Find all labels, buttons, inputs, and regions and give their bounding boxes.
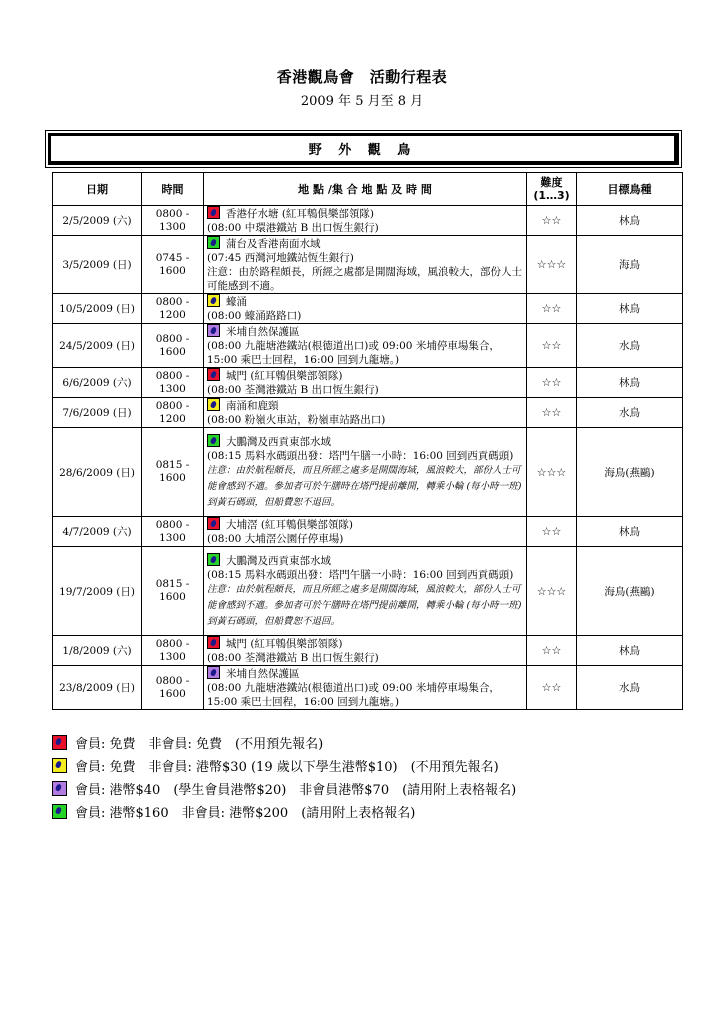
activity-place: 大鵬灣及西貢東部水域 — [226, 435, 331, 448]
activity-date: 24/5/2009 (日) — [53, 324, 142, 368]
activity-time-end: 1300 — [159, 531, 186, 544]
legend-item — [52, 754, 652, 777]
activity-time — [142, 368, 204, 398]
activity-difficulty: ☆☆ — [527, 324, 577, 368]
activity-date: 7/6/2009 (日) — [53, 398, 142, 428]
activity-time — [142, 324, 204, 368]
activity-place: 米埔自然保護區 — [226, 668, 300, 680]
activity-note: 注意：由於路程頗長，所經之處都是開闊海域，風浪較大，部份人士可能感到不適。 — [207, 266, 522, 292]
activity-time-end: 1600 — [159, 687, 186, 700]
activity-meeting-point: (08:15 馬料水碼頭出發：塔門午膳一小時：16:00 回到西貢碼頭) — [207, 568, 514, 581]
bird-red-icon — [207, 368, 220, 381]
legend-item — [52, 731, 652, 754]
activity-target-birds: 水鳥 — [577, 666, 683, 710]
activity-location — [204, 517, 527, 547]
activity-date: 3/5/2009 (日) — [53, 236, 142, 294]
activity-time — [142, 547, 204, 636]
activity-time-start: 0800 - — [155, 637, 190, 650]
bird-red-icon — [52, 735, 67, 750]
activity-target-birds: 水鳥 — [577, 324, 683, 368]
activity-difficulty: ☆☆ — [527, 666, 577, 710]
schedule-body — [53, 206, 683, 710]
activity-location — [204, 324, 527, 368]
bird-green-icon — [52, 804, 67, 819]
activity-date: 1/8/2009 (六) — [53, 636, 142, 666]
activity-meeting-point: (08:00 粉嶺火車站，粉嶺車站路出口) — [207, 414, 386, 426]
activity-date: 6/6/2009 (六) — [53, 368, 142, 398]
activity-location — [204, 636, 527, 666]
document-title: 香港觀鳥會 活動行程表 — [276, 68, 448, 86]
activity-difficulty: ☆☆ — [527, 368, 577, 398]
activity-place-line — [207, 368, 523, 383]
activity-time — [142, 398, 204, 428]
activity-time — [142, 236, 204, 294]
activity-time-end: 1200 — [159, 308, 186, 321]
bird-yellow-icon — [207, 398, 220, 411]
activity-date: 4/7/2009 (六) — [53, 517, 142, 547]
activity-time-start: 0800 - — [155, 369, 190, 382]
section-title: 野 外 觀 鳥 — [48, 133, 679, 165]
activity-place: 大鵬灣及西貢東部水域 — [226, 554, 331, 567]
activity-target-birds: 海鳥 — [577, 236, 683, 294]
bird-green-icon — [207, 553, 220, 566]
header-time: 時間 — [142, 173, 204, 206]
activity-meeting-point: (08:00 九龍塘港鐵站(根德道出口)或 09:00 米埔停車場集合，15:00 乘巴士回程，16:00 回到九龍塘。) — [207, 682, 500, 708]
activity-place-line — [207, 206, 523, 221]
activity-date: 2/5/2009 (六) — [53, 206, 142, 236]
activity-time-start: 0800 - — [155, 207, 190, 220]
activity-time-start: 0745 - — [155, 251, 190, 264]
activity-place: 米埔自然保護區 — [226, 326, 300, 338]
activity-time — [142, 636, 204, 666]
activity-time-end: 1600 — [159, 591, 186, 603]
bird-yellow-icon — [52, 758, 67, 773]
activity-target-birds: 林鳥 — [577, 517, 683, 547]
activity-difficulty: ☆☆ — [527, 398, 577, 428]
activity-place-line — [207, 553, 523, 568]
activity-meeting-point: (08:00 中環港鐵站 B 出口恆生銀行) — [207, 222, 379, 234]
activity-note: 注意：由於航程頗長，而且所經之處多是開闊海域，風浪較大，部份人士可能會感到不適。參加者可於午膳時在塔門提前離開，轉乘小輪 (每小時一班) 到黃石碼頭，但船費恕不退回。 — [207, 583, 522, 627]
header-level — [527, 173, 577, 206]
price-legend — [52, 731, 652, 823]
legend-text: 會員: 港幣$40 (學生會員港幣$20) 非會員港幣$70 (請用附上表格報名) — [75, 783, 517, 798]
activity-meeting-point: (08:00 蠔涌路路口) — [207, 310, 302, 322]
bird-green-icon — [207, 236, 220, 249]
activity-time-start: 0800 - — [155, 295, 190, 308]
activity-meeting-point: (07:45 西灣河地鐵站恆生銀行) — [207, 252, 354, 264]
activity-location — [204, 547, 527, 636]
activity-meeting-point: (08:00 大埔滘公園仔停車場) — [207, 533, 344, 545]
bird-green-icon — [207, 434, 220, 447]
bird-yellow-icon — [207, 294, 220, 307]
activity-place: 蒲台及香港南面水域 — [226, 238, 321, 250]
table-row — [53, 636, 683, 666]
activity-location — [204, 428, 527, 517]
activity-time — [142, 428, 204, 517]
activity-place: 香港仔水塘 (紅耳鵯俱樂部領隊) — [226, 208, 375, 220]
bird-purple-icon — [52, 781, 67, 796]
table-row — [53, 324, 683, 368]
activity-time-end: 1600 — [159, 345, 186, 358]
activity-time-end: 1300 — [159, 650, 186, 663]
activity-meeting-point: (08:00 九龍塘港鐵站(根德道出口)或 09:00 米埔停車場集合，15:00 乘巴士回程，16:00 回到九龍塘。) — [207, 340, 500, 366]
activity-place: 城門 (紅耳鵯俱樂部領隊) — [226, 638, 343, 650]
table-row — [53, 398, 683, 428]
activity-difficulty: ☆☆ — [527, 636, 577, 666]
legend-item — [52, 800, 652, 823]
activity-target-birds: 林鳥 — [577, 368, 683, 398]
activity-time-start: 0815 - — [155, 578, 190, 590]
activity-time — [142, 294, 204, 324]
activity-place-line — [207, 666, 523, 681]
activity-meeting-point: (08:00 荃灣港鐵站 B 出口恆生銀行) — [207, 384, 379, 396]
legend-text: 會員: 免費 非會員: 港幣$30 (19 歲以下學生港幣$10) (不用預先報名) — [75, 760, 499, 775]
section-header-box — [45, 130, 682, 168]
activity-target-birds: 林鳥 — [577, 636, 683, 666]
activity-location — [204, 206, 527, 236]
activity-location — [204, 236, 527, 294]
activity-time-start: 0800 - — [155, 518, 190, 531]
activity-place-line — [207, 434, 523, 449]
activity-difficulty: ☆☆ — [527, 517, 577, 547]
activity-date: 28/6/2009 (日) — [53, 428, 142, 517]
activity-date: 10/5/2009 (日) — [53, 294, 142, 324]
activity-time-end: 1300 — [159, 220, 186, 233]
activity-date: 23/8/2009 (日) — [53, 666, 142, 710]
activity-target-birds: 水鳥 — [577, 398, 683, 428]
activity-location — [204, 294, 527, 324]
table-row — [53, 236, 683, 294]
activity-difficulty: ☆☆☆ — [527, 547, 577, 636]
activity-target-birds: 海鳥(燕鷗) — [577, 428, 683, 517]
activity-time-start: 0800 - — [155, 399, 190, 412]
table-row — [53, 666, 683, 710]
header-target: 目標鳥種 — [577, 173, 683, 206]
activity-place: 城門 (紅耳鵯俱樂部領隊) — [226, 370, 343, 382]
activity-place: 蠔涌 — [226, 296, 247, 308]
activity-place-line — [207, 398, 523, 413]
activity-time — [142, 517, 204, 547]
table-row — [53, 206, 683, 236]
document-subtitle: 2009 年 5 月至 8 月 — [300, 94, 424, 109]
activity-note: 注意：由於航程頗長，而且所經之處多是開闊海域，風浪較大，部份人士可能會感到不適。參加者可於午膳時在塔門提前離開，轉乘小輪 (每小時一班) 到黃石碼頭，但船費恕不退回。 — [207, 464, 522, 508]
activity-time-start: 0800 - — [155, 674, 190, 687]
activity-place-line — [207, 324, 523, 339]
legend-item — [52, 777, 652, 800]
activity-difficulty: ☆☆ — [527, 206, 577, 236]
activity-difficulty: ☆☆ — [527, 294, 577, 324]
activity-place: 大埔滘 (紅耳鵯俱樂部領隊) — [226, 519, 354, 531]
activity-time-end: 1600 — [159, 264, 186, 277]
activity-place-line — [207, 236, 523, 251]
activity-time-end: 1600 — [159, 472, 186, 484]
activity-time — [142, 666, 204, 710]
header-location: 地 點 /集 合 地 點 及 時 間 — [204, 173, 527, 206]
activity-meeting-point: (08:00 荃灣港鐵站 B 出口恆生銀行) — [207, 652, 379, 664]
table-row — [53, 547, 683, 636]
activity-difficulty: ☆☆☆ — [527, 428, 577, 517]
legend-text: 會員: 免費 非會員: 免費 (不用預先報名) — [75, 737, 324, 752]
activity-location — [204, 666, 527, 710]
activity-time-start: 0800 - — [155, 332, 190, 345]
table-row — [53, 368, 683, 398]
bird-purple-icon — [207, 324, 220, 337]
activity-place: 南涌和鹿頸 — [226, 400, 279, 412]
schedule-table — [52, 172, 683, 710]
activity-target-birds: 海鳥(燕鷗) — [577, 547, 683, 636]
activity-target-birds: 林鳥 — [577, 206, 683, 236]
activity-meeting-point: (08:15 馬料水碼頭出發：塔門午膳一小時：16:00 回到西貢碼頭) — [207, 449, 514, 462]
activity-difficulty: ☆☆☆ — [527, 236, 577, 294]
table-row — [53, 428, 683, 517]
activity-time-end: 1200 — [159, 412, 186, 425]
table-row — [53, 294, 683, 324]
header-level-range: (1…3) — [533, 189, 570, 202]
bird-red-icon — [207, 206, 220, 219]
activity-place-line — [207, 517, 523, 532]
activity-place-line — [207, 294, 523, 309]
bird-red-icon — [207, 517, 220, 530]
header-level-label: 難度 — [540, 176, 563, 189]
table-header-row — [53, 173, 683, 206]
activity-date: 19/7/2009 (日) — [53, 547, 142, 636]
header-date: 日期 — [53, 173, 142, 206]
legend-text: 會員: 港幣$160 非會員: 港幣$200 (請用附上表格報名) — [75, 806, 416, 821]
table-row — [53, 517, 683, 547]
activity-target-birds: 林鳥 — [577, 294, 683, 324]
activity-location — [204, 398, 527, 428]
activity-place-line — [207, 636, 523, 651]
activity-time-end: 1300 — [159, 382, 186, 395]
bird-red-icon — [207, 636, 220, 649]
activity-time — [142, 206, 204, 236]
activity-time-start: 0815 - — [155, 459, 190, 471]
bird-purple-icon — [207, 666, 220, 679]
activity-location — [204, 368, 527, 398]
